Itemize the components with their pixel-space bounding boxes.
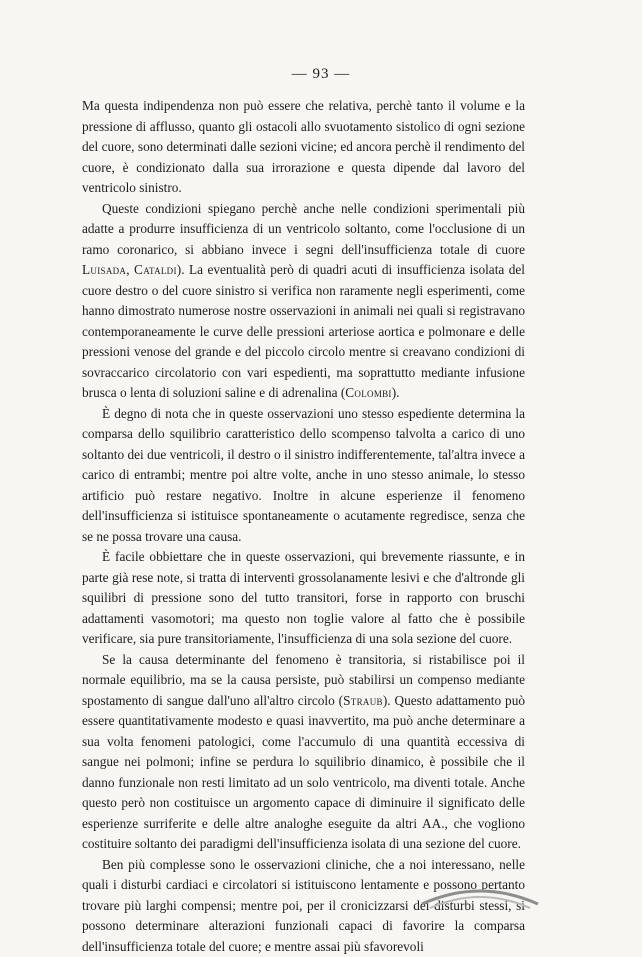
paragraph-text: Ma questa indipendenza non può essere che relativa, perchè tanto il volume e la pressione di afflusso, quanto gli ostacoli allo svuotamento sistolico di ogni sezione del cuore, sono determinati dalle sezioni vicine; ed ancora perchè il rendimento del cuore, è condizionato dalla sua irrorazione e questa dipende dal lavoro del ventricolo sinistro. (82, 98, 525, 195)
paragraph-text: , (126, 262, 134, 277)
paragraph-text: È degno di nota che in queste osservazioni uno stesso espediente determina la comparsa dello squilibrio caratteristico dello scompenso talvolta a carico di uno soltanto dei due ventricoli, il destro o il sinistro indifferentemente, tal'altra invece a carico di entrambi; mentre poi altre volte, anche in uno stesso animale, lo stesso artificio può restare negativo. Inoltre in alcune esperienze il fenomeno dell'insufficienza si istituisce spontaneamente o acutamente regredisce, senza che se ne possa trovare una causa. (82, 406, 525, 544)
text-body (82, 96, 525, 957)
paragraph-text: ). (392, 385, 400, 400)
paragraph (82, 199, 525, 404)
author-citation: Straub (343, 693, 383, 708)
paragraph-text: Ben più complesse sono le osservazioni cliniche, che a noi interessano, nelle quali i disturbi cardiaci e circolatori si istituiscono lentamente e possono pertanto trovare più larghi compensi; mentre poi, per il cronicizzarsi dei disturbi stessi, si possono determinare alterazioni funzionali capaci di favorire la comparsa dell'insufficienza totale del cuore; e mentre assai più sfavorevoli (82, 857, 525, 954)
paragraph (82, 404, 525, 548)
paragraph (82, 547, 525, 650)
paragraph (82, 650, 525, 855)
paragraph-text: ). La eventualità però di quadri acuti di insufficienza isolata del cuore destro o del cuore sinistro si verifica non raramente negli esperimenti, come hanno dimostrato numerose nostre osservazioni in animali nei quali si registravano contemporaneamente le curve delle pressioni arteriose aortica e polmonare e delle pressioni venose del grande e del piccolo circolo mentre si creavano condizioni di sovraccarico circolatorio con vari espedienti, ma soprattutto mediante infusione brusca o lenta di soluzioni saline e di adrenalina ( (82, 262, 525, 400)
author-citation: Colombi (345, 385, 391, 400)
bottom-edge-stamp (420, 882, 540, 912)
paragraph-text: Queste condizioni spiegano perchè anche nelle condizioni sperimentali più adatte a produrre insufficienza di un ventricolo soltanto, come l'occlusione di un ramo coronarico, si abbiano invece i segni dell'insufficienza totale di cuore (82, 201, 525, 257)
page-number: — 93 — (0, 66, 642, 83)
paragraph-text: ). Questo adattamento può essere quantitativamente modesto e quasi inavvertito, ma può anche determinare a sua volta fenomeni patologici, come l'accumulo di una quantità eccessiva di sangue nei polmoni; infine se perdura lo squilibrio dinamico, è possibile che il danno funzionale non resti limitato ad un solo ventricolo, ma diventi totale. Anche questo però non costituisce un argomento capace di diminuire il significato delle esperienze surriferite e delle altre analoghe eseguite da altri AA., che vogliono costituire soltanto dei paradigmi dell'insufficienza isolata di una sezione del cuore. (82, 693, 525, 852)
paragraph-text: È facile obbiettare che in queste osservazioni, qui brevemente riassunte, e in parte già rese note, si tratta di interventi grossolanamente lesivi e che d'altronde gli squilibri di pressione sono del tutto transitori, forse in rapporto con bruschi adattamenti vasomotori; ma questo non toglie valore al fatto che è possibile verificare, sia pure transitoriamente, l'insufficienza di una sola sezione del cuore. (82, 549, 525, 646)
author-citation: Cataldi (134, 262, 177, 277)
paragraph (82, 96, 525, 199)
paragraph-text: Se la causa determinante del fenomeno è transitoria, si ristabilisce poi il normale equilibrio, ma se la causa persiste, può stabilirsi un compenso mediante spostamento di sangue dall'uno all'altro circolo ( (82, 652, 525, 708)
author-citation: Luisada (82, 262, 126, 277)
